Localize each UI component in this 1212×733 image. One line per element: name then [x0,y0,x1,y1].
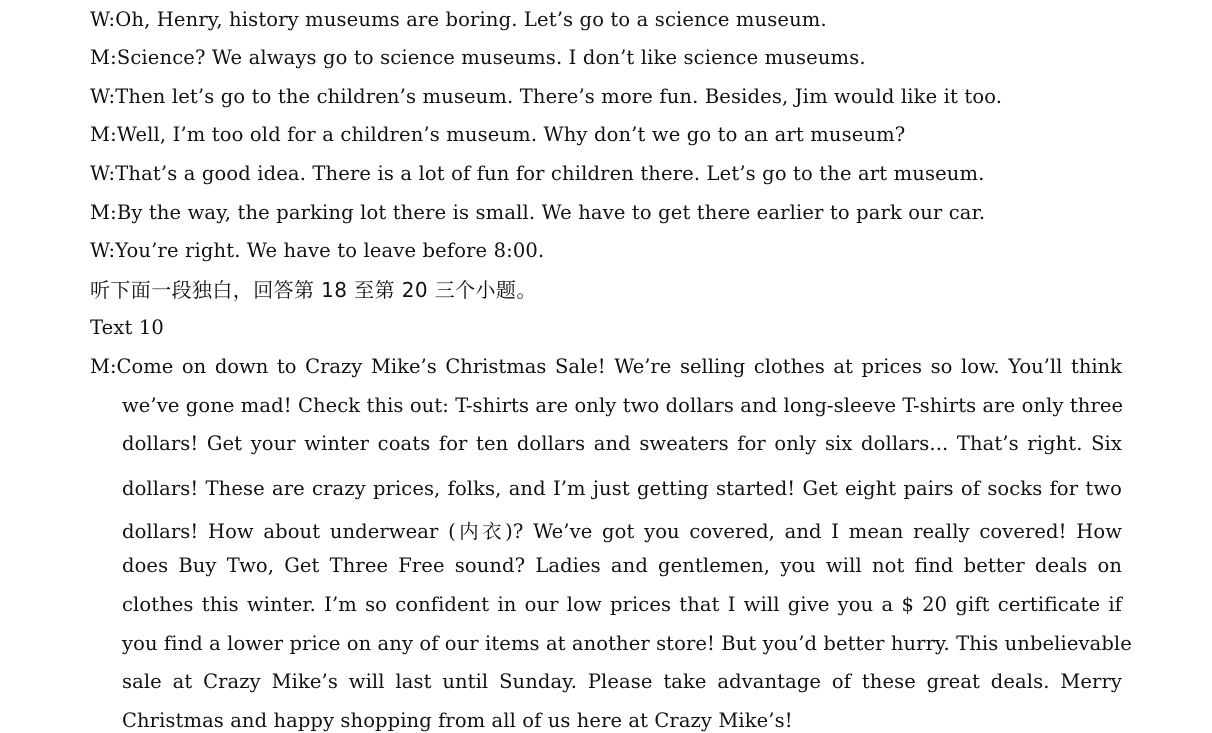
utterance-text: Science? We always go to science museums. I don’t like science museums. [116,46,866,69]
speaker-label: W: [90,85,116,108]
text-label: Text 10 [90,316,164,339]
monologue-text-line: you find a lower price on any of our items at another store! But you’d better hurry. This unbelievable [122,632,1132,655]
monologue-text-line: we’ve gone mad! Check this out: T-shirts are only two dollars and long-sleeve T-shirts are only three [122,394,1124,417]
utterance-text: Then let’s go to the children’s museum. There’s more fun. Besides, Jim would like it too. [115,85,1003,108]
speaker-label: W: [90,162,116,185]
utterance-text: You’re right. We have to leave before 8:00. [115,239,545,262]
speaker-label: W: [90,239,116,262]
monologue-text-line: Christmas and happy shopping from all of us here at Crazy Mike’s! [122,709,793,732]
dialogue-line [90,123,905,147]
monologue-text-line: dollars! Get your winter coats for ten dollars and sweaters for only six dollars... That’s right. Six [122,432,1122,455]
dialogue-line [90,8,827,32]
section-instruction: 听下面一段独白，回答第 18 至第 20 三个小题。 [90,278,537,302]
dialogue-line [90,46,866,70]
monologue-text-line: Come on down to Crazy Mike’s Christmas Sale! We’re selling clothes at prices so low. You’ll think [116,355,1122,378]
utterance-text: That’s a good idea. There is a lot of fun for children there. Let’s go to the art museum. [115,162,985,185]
utterance-text: Oh, Henry, history museums are boring. Let’s go to a science museum. [115,8,827,31]
dialogue-line [90,162,985,186]
monologue-text-line: sale at Crazy Mike’s will last until Sunday. Please take advantage of these great deals. Merry [122,670,1122,693]
dialogue-line [90,201,985,225]
dialogue-line [90,239,544,263]
speaker-label: M: [90,201,117,224]
dialogue-line [90,85,1002,109]
utterance-text: By the way, the parking lot there is small. We have to get there earlier to park our car. [116,201,986,224]
monologue-first-line [90,355,1122,378]
utterance-text: Well, I’m too old for a children’s museum. Why don’t we go to an art museum? [116,123,906,146]
monologue-text-line: dollars! These are crazy prices, folks, and I’m just getting started! Get eight pairs of socks for two [122,477,1122,500]
speaker-label: M: [90,46,117,69]
speaker-label: M: [90,123,117,146]
monologue-text-line: does Buy Two, Get Three Free sound? Ladies and gentlemen, you will not find better deals on [122,554,1122,577]
monologue-text-line: clothes this winter. I’m so confident in our low prices that I will give you a $ 20 gift certificate if [122,593,1122,616]
monologue-text-line: dollars! How about underwear (内衣)? We’ve got you covered, and I mean really covered! How [122,520,1122,543]
speaker-label: W: [90,8,116,31]
speaker-label: M: [90,355,117,378]
